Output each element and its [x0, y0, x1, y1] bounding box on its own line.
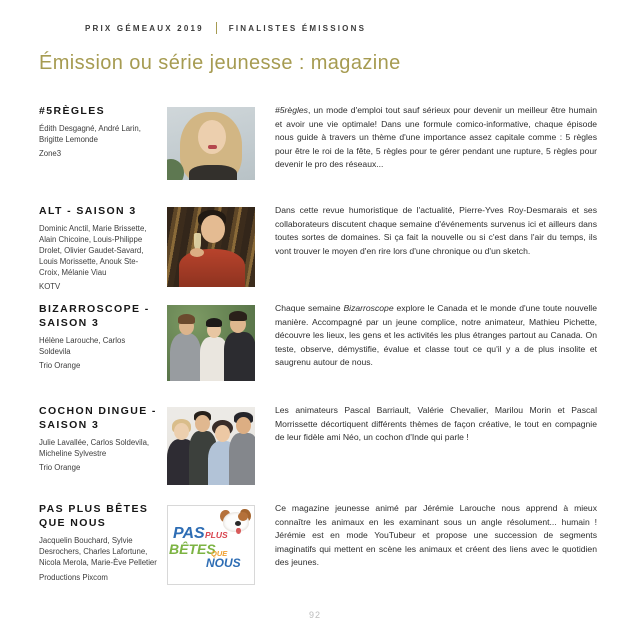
photo-face-shape	[201, 215, 225, 243]
entry-description	[275, 204, 597, 258]
entry-title: COCHON DINGUE - SAISON 3	[39, 405, 157, 432]
photo-head-shape	[215, 425, 230, 442]
photo-head-shape	[236, 417, 251, 434]
logo-word-plus: PLUS	[205, 530, 228, 540]
description-pre: Chaque semaine	[275, 303, 344, 313]
photo-jacket-shape	[179, 249, 245, 287]
dog-icon	[238, 512, 248, 521]
entry-title: BIZARROSCOPE - SAISON 3	[39, 303, 150, 330]
entry-bizarroscope	[39, 302, 597, 404]
dog-icon	[236, 528, 241, 534]
finalist-entries	[39, 104, 597, 585]
entry-alt-saison-3	[39, 204, 597, 302]
photo-hair-shape	[229, 311, 247, 321]
photo-person-right-shape	[224, 332, 255, 381]
photo-person-left-shape	[170, 333, 201, 381]
entry-info	[39, 502, 167, 582]
entry-photo	[167, 407, 255, 485]
photo-hair-shape	[178, 314, 195, 324]
logo-word-betes: BÊTES	[169, 541, 216, 557]
photo-hair-shape	[206, 318, 222, 327]
entry-info	[39, 302, 167, 370]
dog-icon	[235, 521, 241, 526]
photo-head-shape	[174, 423, 189, 440]
entry-logo	[167, 505, 255, 585]
entry-photo	[167, 107, 255, 180]
entry-info	[39, 404, 167, 472]
kicker-divider	[216, 22, 217, 34]
description-pre: Ce magazine jeunesse animé par Jérémie Larouche nous apprend à mieux connaître les animaux en les examinant sous un angle résolument... humain ! Jérémie est en mode YouTubeur et propose une succession de segments imaginatifs qui mettent en scène les animaux et créent des liens avec le quotidien des jeunes.	[275, 503, 597, 568]
description-italic: #5règles	[275, 105, 308, 115]
entry-producer: Productions Pixcom	[39, 572, 108, 582]
logo-word-pas: PAS	[173, 525, 205, 542]
entry-description	[275, 502, 597, 570]
description-post: explore le Canada et le monde d'une toute nouvelle manière. Accompagné par un jeune complice, notre animateur, Mathieu Pichette, découvre les lieux, les gens et les activités les plus étranges partout au Canada. On teste, observe, démystifie, évalue et classe tout ce qu'il y a de plus insolite et saugrenu autour de nous.	[275, 303, 597, 368]
entry-photo	[167, 207, 255, 287]
entry-producer: Trio Orange	[39, 361, 81, 371]
entry-producer: Trio Orange	[39, 463, 81, 473]
entry-cochon-dingue	[39, 404, 597, 502]
photo-hand-shape	[190, 248, 204, 257]
entry-title: PAS PLUS BÊTES QUE NOUS	[39, 503, 149, 530]
entry-credits: Julie Lavallée, Carlos Soldevila, Micheline Sylvestre	[39, 438, 150, 459]
logo-word-nous: NOUS	[206, 556, 241, 570]
entry-info	[39, 104, 167, 158]
logo-word-que: QUE	[211, 549, 228, 558]
entry-description	[275, 404, 597, 445]
entry-credits: Jacquelin Bouchard, Sylvie Desrochers, Charles Lafortune, Nicola Merola, Marie-Ève Pelletier	[39, 536, 157, 568]
entry-credits: Édith Desgagné, André Larin, Brigitte Lemonde	[39, 124, 141, 145]
photo-person-shape	[229, 433, 255, 485]
entry-title: #5RÈGLES	[39, 105, 106, 117]
description-pre: Dans cette revue humoristique de l'actualité, Pierre-Yves Roy-Desmarais et ses collaborateurs discutent chaque semaine d'événements survenus ici et ailleurs dans toutes sortes de domaines. Si ça fait la nouvelle ou si c'est dans l'air du temps, ils vont trouver le moyen d'en rire lors d'une chronique ou d'un sketch.	[275, 205, 597, 256]
entry-5regles	[39, 104, 597, 204]
header-kicker	[85, 22, 366, 34]
photo-head-shape	[195, 415, 210, 432]
photo-face-shape	[198, 120, 226, 154]
entry-title: ALT - SAISON 3	[39, 205, 137, 217]
kicker-right: FINALISTES ÉMISSIONS	[228, 23, 367, 33]
page-title: Émission ou série jeunesse : magazine	[39, 52, 401, 74]
entry-description	[275, 302, 597, 370]
entry-producer: Zone3	[39, 149, 62, 159]
entry-photo	[167, 305, 255, 381]
entry-producer: KOTV	[39, 282, 61, 292]
photo-lips-shape	[208, 145, 217, 149]
entry-pas-plus-betes	[39, 502, 597, 585]
kicker-left: PRIX GÉMEAUX 2019	[85, 23, 204, 33]
entry-info	[39, 204, 167, 291]
description-post: , un mode d'emploi tout sauf sérieux pour devenir un meilleur être humain et avoir une vie optimale! Dans une formule comico-informative, chaque épisode nous guide à travers un thème d'une importance assez capitale comme : 5 règles pour être le roi de la fête, 5 règles pour te gérer pendant une rupture, 5 règles pour devenir le pro des réseaux...	[275, 105, 597, 170]
description-pre: Les animateurs Pascal Barriault, Valérie Chevalier, Marilou Morin et Pascal Morrissette décortiquent différents thèmes de façon créative, le tout en compagnie de leur fidèle ami Néo, un cochon d'Inde qui parle !	[275, 405, 597, 443]
page-number: 92	[308, 610, 321, 620]
entry-credits: Hélène Larouche, Carlos Soldevila	[39, 336, 126, 357]
entry-credits: Dominic Anctil, Marie Brissette, Alain Chicoine, Louis-Philippe Drolet, Olivier Gaudet-Savard, Louis Morissette, Anouk Ste-Croix, Mélanie Viau	[39, 224, 147, 278]
photo-torso-shape	[189, 165, 237, 180]
entry-description	[275, 104, 597, 172]
description-italic: Bizarroscope	[343, 303, 394, 313]
